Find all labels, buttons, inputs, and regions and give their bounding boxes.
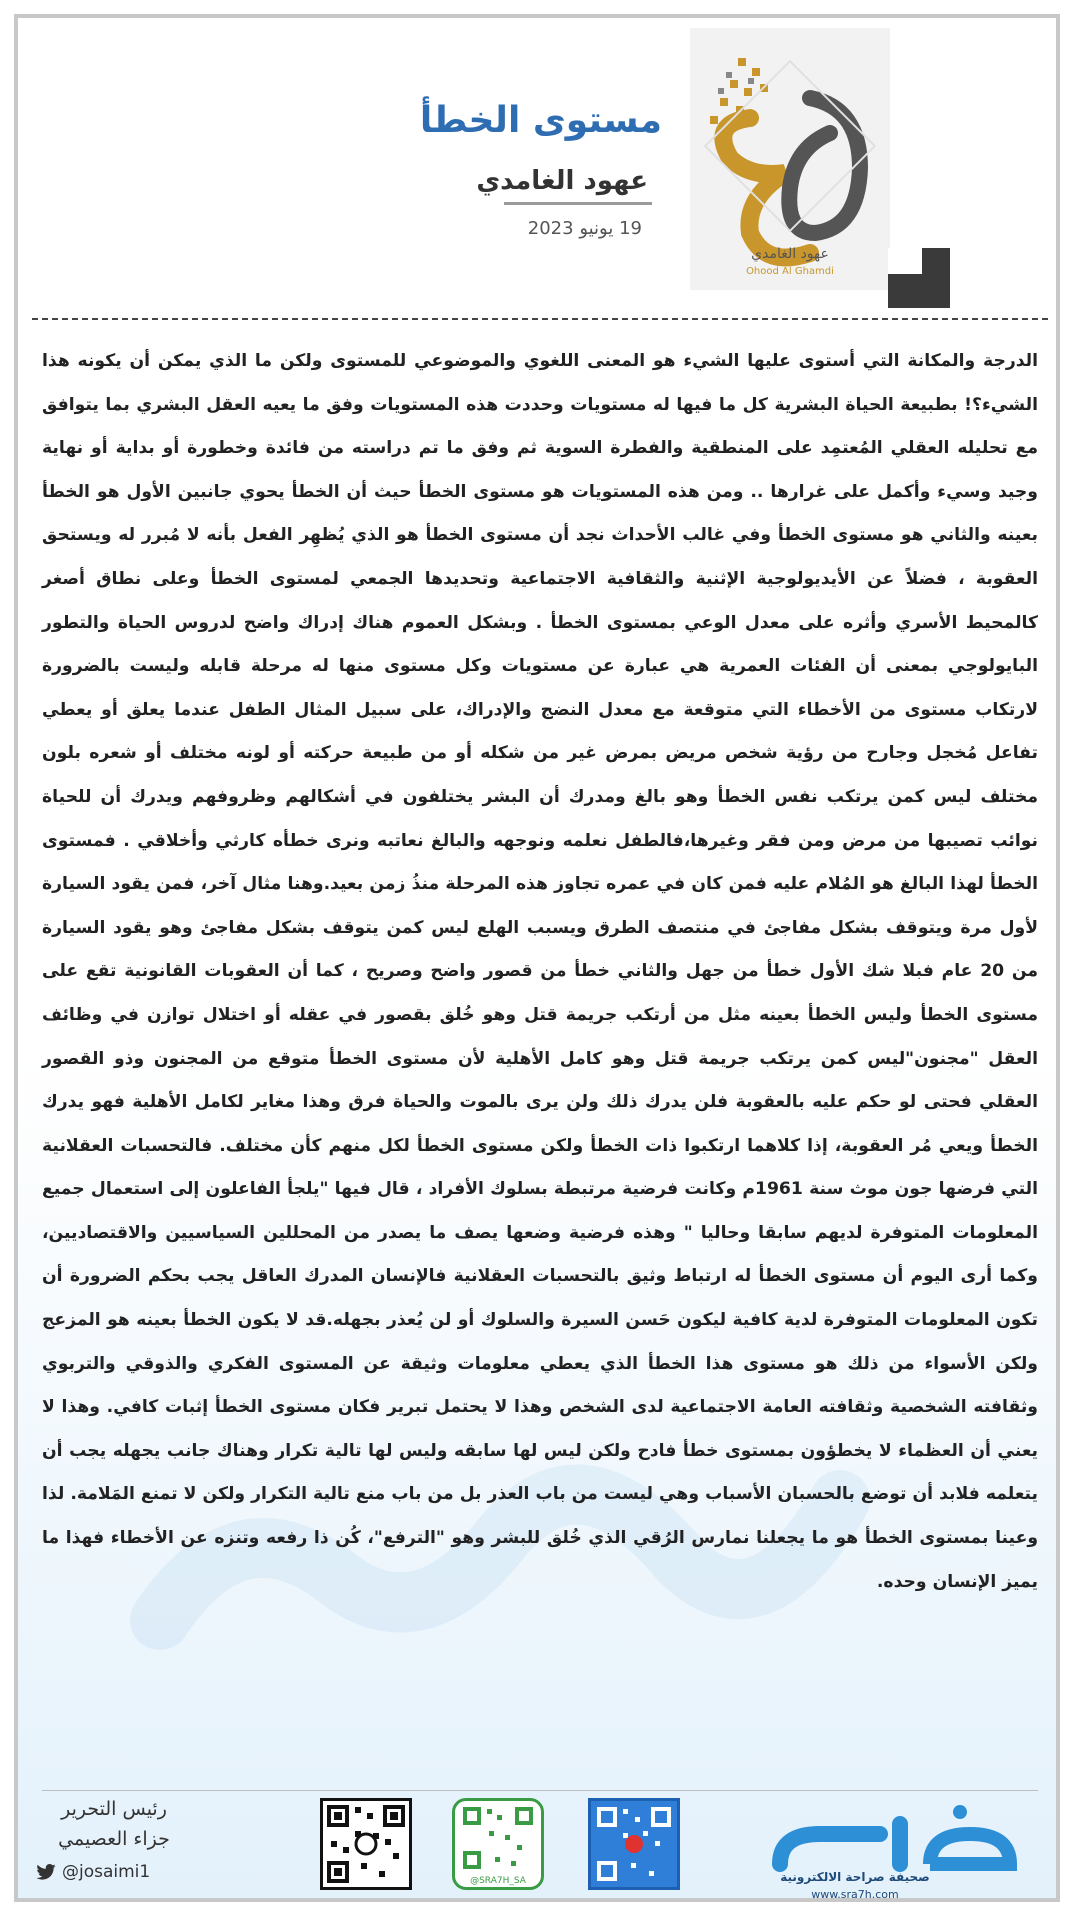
editor-name: جزاء العصيمي <box>58 1828 170 1850</box>
brand-subtitle: صحيفة صراحة الالكترونية <box>780 1870 930 1884</box>
author-logo <box>690 28 890 290</box>
header-divider <box>32 318 1048 320</box>
editor-title: رئيس التحرير <box>61 1798 167 1820</box>
qr-pattern-icon <box>323 1801 409 1887</box>
article-body: الدرجة والمكانة التي أستوى عليها الشيء هو المعنى اللغوي والموضوعي للمستوى ولكن ما الذي يمكن أن يكونه هذا الشيء؟! بطبيعة الحياة البشرية كل ما فيها له مستويات وحددت هذه المستويات وفق ما يعيه العقل البشري بما يتوافق مع تحليله العقلي المُعتمِد على المنطقية والفطرة السوية ثم وفق ما تم دراسته من فائدة وخطورة أو بداية أو نهاية وجيد وسيء وأكمل على غرارها .. ومن هذه المستويات هو مستوى الخطأ حيث أن الخطأ يحوي جانبين الأول هو الخطأ بعينه والثاني هو مستوى الخطأ وفي غالب الأحداث نجد أن مستوى الخطأ هو الذي يُظهِر الفعل بأنه لا مُبرر له ويستحق العقوبة ، فضلاً عن الأيديولوجية الإثنية والثقافية الاجتماعية وتحديدها الجمعي لمستوى الخطأ وعلى نطاق أصغر كالمحيط الأسري وأثره على معدل الوعي بمستوى الخطأ . وبشكل العموم هناك إدراك واضح لدروس الحياة والتطور البايولوجي بمعنى أن الفئات العمرية هي عبارة عن مستويات وكل مستوى منها له مرحلة قابله وليست بالضرورة لارتكاب مستوى من الأخطاء التي متوقعة مع معدل النضج والإدراك، على سبيل المثال الطفل عندما يعلق أو يعطي تفاعل مُخجل وجارح من رؤية شخص مريض بمرض غير من شكله أو من طبيعة حركته أو لونه مختلف أو شعره بلون مختلف ليس كمن يرتكب نفس الخطأ وهو بالغ ومدرك أن البشر يختلفون في أشكالهم وظروفهم ويدرك أن للحياة نوائب تصيبها من مرض ومن فقر وغيرها،فالطفل نعلمه ونوجهه والبالغ نعاتبه ونرى خطأه كارثي وأخلاقي . فمستوى الخطأ لهذا البالغ هو المُلام عليه فمن كان في عمره تجاوز هذه المرحلة منذُ زمن بعيد.وهنا مثال آخر، فمن يقود السيارة لأول مرة ويتوقف بشكل مفاجئ في منتصف الطرق ويسبب الهلع ليس كمن يتوقف بشكل مفاجئ وهو يقود السيارة من 20 عام فبلا شك الأول خطأ من جهل والثاني خطأ من قصور واضح وصريح ، كما أن العقوبات القانونية تقع على مستوى الخطأ وليس الخطأ بعينه مثل من أرتكب جريمة قتل وهو خُلق بقصور في عقله أو اختلال توازن في وظائف العقل "مجنون"ليس كمن يرتكب جريمة قتل وهو كامل الأهلية لأن مستوى الخطأ متوقع من المجنون وذو القصور العقلي فحتى لو حكم عليه بالعقوبة فلن يدرك ذلك ولن يرى بالموت والحياة فرق وهذا مغاير لكامل الأهلية فهو يدرك الخطأ ويعي مُر العقوبة، إذا كلاهما ارتكبوا ذات الخطأ ولكن مستوى الخطأ لكل منهم كأن مختلف. فالتحسبات العقلانية التي فرضها جون موث سنة 1961م وكانت فرضية مرتبطة بسلوك الأفراد ، قال فيها "يلجأ الفاعلون إلى استعمال جميع المعلومات المتوفرة لديهم سابقا وحاليا " وهذه فرضية وضعها يصف ما يصدر من المحللين السياسيين والاقتصاديين، وكما أرى اليوم أن مستوى الخطأ له ارتباط وثيق بالتحسبات العقلانية فالإنسان المدرك العاقل يجب بحكم الضرورة أن تكون المعلومات المتوفرة لدية كافية ليكون حَسن السيرة والسلوك أو لن يُعذر بجهله.قد لا يكون الخطأ بعينه هو المزعج ولكن الأسواء من ذلك هو مستوى هذا الخطأ الذي يعطي معلومات وثيقة عن المستوى الفكري والذوقي والتربوي وثقافته الشخصية وثقافته العامة الاجتماعية لدى الشخص وهذا لا يحتمل تبرير فكان مستوى الخطأ إثبات كافي. وهذا لا يعني أن العظماء لا يخطؤون بمستوى خطأ فادح ولكن ليس لها سابقه وليس لها تالية تكرار وهناك جانب يجهله يجب أن يتعلمه فلابد أن توضع بالحسبان الأسباب وهي ليست من باب العذر بل من باب منع تالية التكرار ولكن لا تمنع المَلامة. لذا وعينا بمستوى الخطأ هو ما يجعلنا نمارس الرُقي الذي خُلق للبشر وهو "الترفع"، كُن ذا رفعه وتنزه عن الأخطاء فهذا ما يميز الإنسان وحده. <box>42 351 1039 1592</box>
brand-url[interactable]: www.sra7h.com <box>811 1888 899 1901</box>
whatsapp-qr-code[interactable] <box>320 1798 412 1890</box>
qr-caption: @SRA7H_SA <box>470 1876 526 1886</box>
twitter-link[interactable] <box>36 1862 150 1882</box>
author-underline <box>504 202 652 205</box>
logo-name-ar: عهود الغامدي <box>751 246 829 262</box>
twitter-icon <box>36 1864 56 1880</box>
logo-corner-block <box>888 248 950 308</box>
qr-pattern-icon <box>591 1801 677 1887</box>
qr-pattern-icon <box>455 1801 541 1875</box>
article-author: عهود الغامدي <box>476 166 648 196</box>
article-date: 19 يونيو 2023 <box>527 218 642 239</box>
website-qr-code[interactable] <box>588 1798 680 1890</box>
footer-divider <box>42 1790 1038 1791</box>
article-title: مستوى الخطأ <box>419 100 662 141</box>
logo-name-en: Ohood Al Ghamdi <box>746 266 834 277</box>
twitter-handle: @josaimi1 <box>62 1862 151 1882</box>
